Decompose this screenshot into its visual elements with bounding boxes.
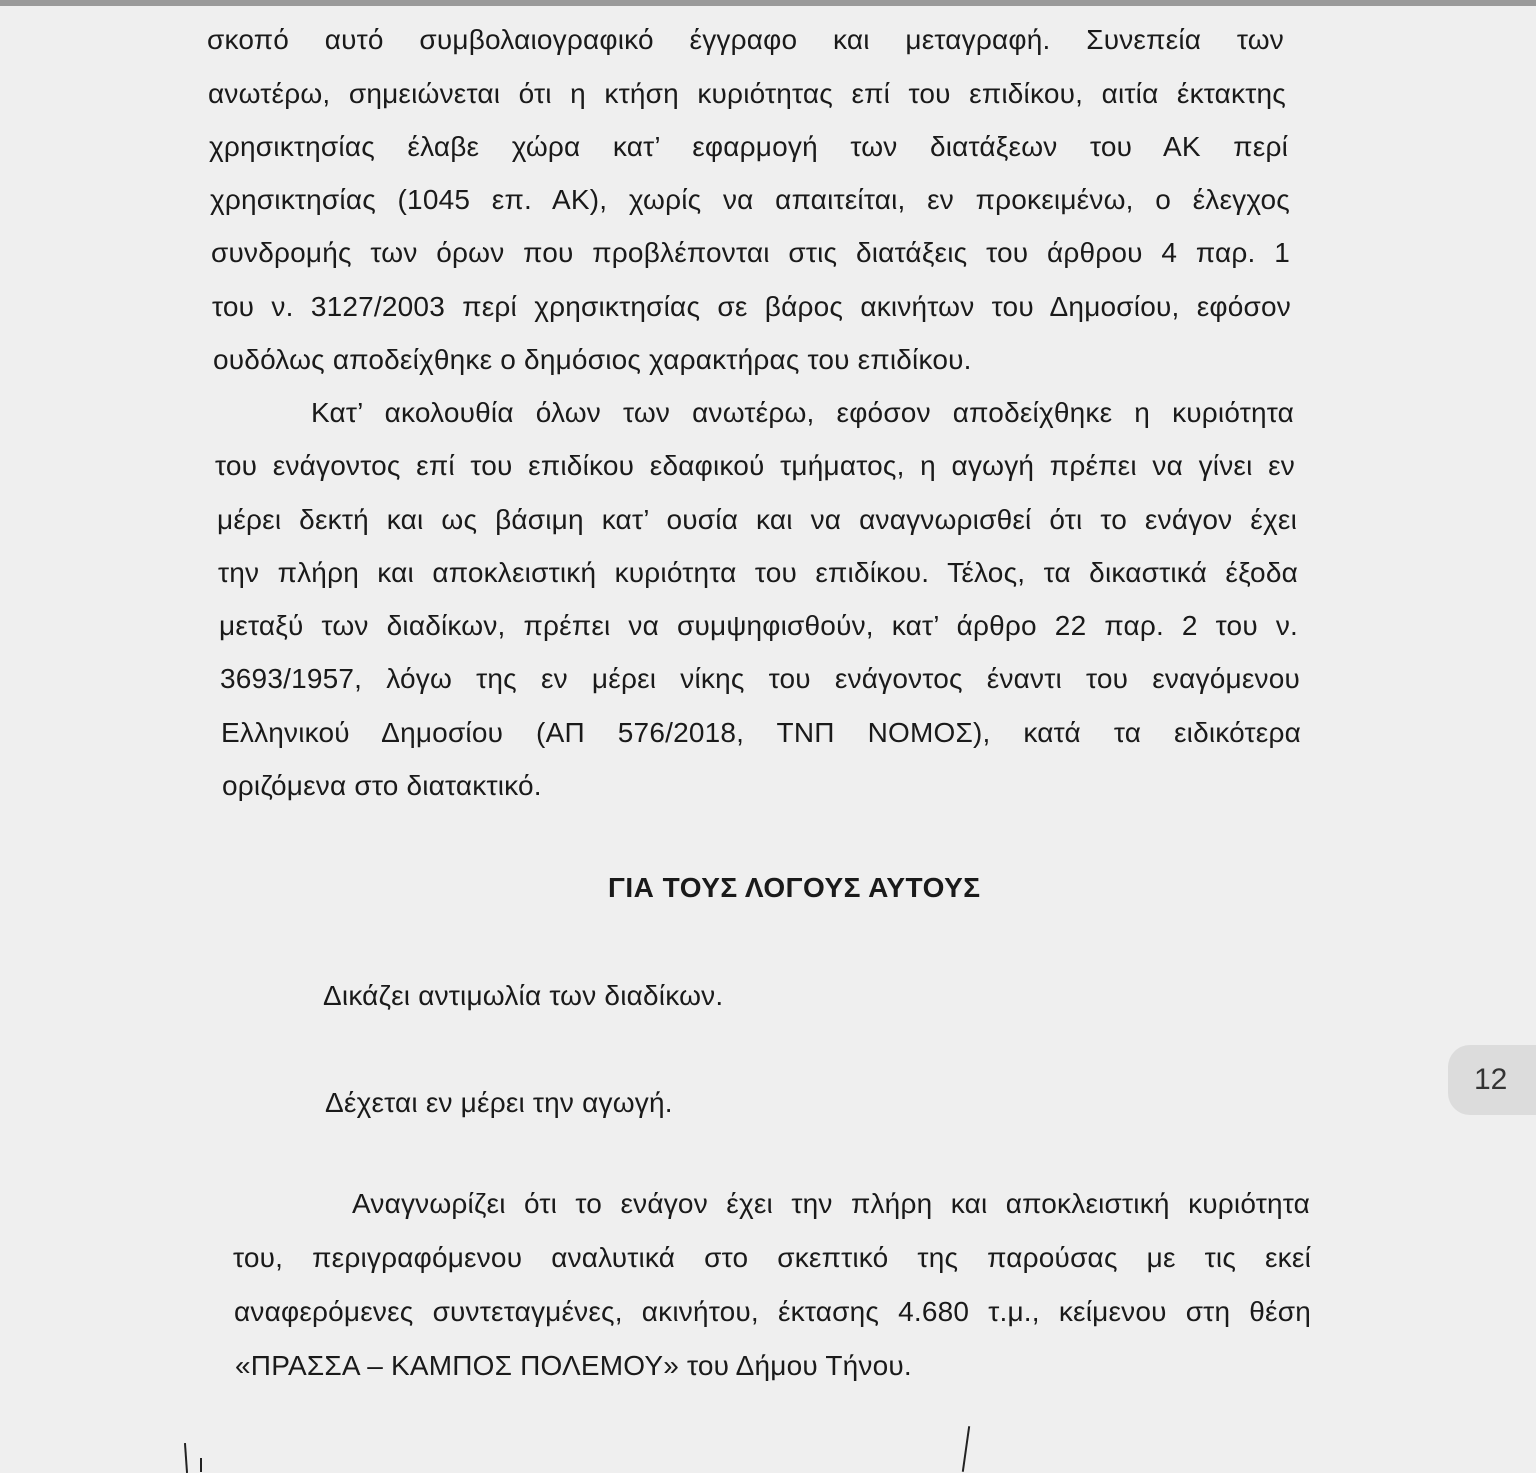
text-line: του ν. 3127/2003 περί χρησικτησίας σε βάρος ακινήτων του Δημοσίου, εφόσον <box>212 291 1291 322</box>
text-line: «ΠΡΑΣΣΑ – ΚΑΜΠΟΣ ΠΟΛΕΜΟΥ» του Δήμου Τήνου. <box>235 1350 912 1381</box>
text-line: Κατ’ ακολουθία όλων των ανωτέρω, εφόσον αποδείχθηκε η κυριότητα <box>311 397 1294 428</box>
page-number: 12 <box>1474 1063 1508 1096</box>
text-line: του, περιγραφόμενου αναλυτικά στο σκεπτικό της παρούσας με τις εκεί <box>233 1242 1311 1273</box>
text-line: συνδρομής των όρων που προβλέπονται στις διατάξεις του άρθρου 4 παρ. 1 <box>211 237 1290 268</box>
signature-mark <box>962 1426 970 1472</box>
text-line: ουδόλως αποδείχθηκε ο δημόσιος χαρακτήρας του επιδίκου. <box>213 344 972 375</box>
document-page <box>0 6 1536 1473</box>
text-line: χρησικτησίας (1045 επ. ΑΚ), χωρίς να απαιτείται, εν προκειμένω, ο έλεγχος <box>210 184 1290 215</box>
section-heading: ΓΙΑ ΤΟΥΣ ΛΟΓΟΥΣ ΑΥΤΟΥΣ <box>608 872 981 903</box>
text-line: ανωτέρω, σημειώνεται ότι η κτήση κυριότητας επί του επιδίκου, αιτία έκτακτης <box>208 78 1286 109</box>
text-line: μέρει δεκτή και ως βάσιμη κατ’ ουσία και να αναγνωρισθεί ότι το ενάγον έχει <box>217 504 1297 535</box>
ruling-2: Δέχεται εν μέρει την αγωγή. <box>325 1087 673 1118</box>
text-line: του ενάγοντος επί του επιδίκου εδαφικού τμήματος, η αγωγή πρέπει να γίνει εν <box>215 450 1295 481</box>
signature-mark <box>184 1443 188 1473</box>
text-line: οριζόμενα στο διατακτικό. <box>222 770 542 801</box>
text-line: χρησικτησίας έλαβε χώρα κατ’ εφαρμογή των διατάξεων του ΑΚ περί <box>209 131 1288 162</box>
signature-mark <box>200 1458 202 1472</box>
ruling-1: Δικάζει αντιμωλία των διαδίκων. <box>323 980 724 1011</box>
text-line: την πλήρη και αποκλειστική κυριότητα του επιδίκου. Τέλος, τα δικαστικά έξοδα <box>218 557 1298 588</box>
text-line: σκοπό αυτό συμβολαιογραφικό έγγραφο και μεταγραφή. Συνεπεία των <box>207 24 1284 55</box>
text-line: Αναγνωρίζει ότι το ενάγον έχει την πλήρη και αποκλειστική κυριότητα <box>352 1188 1310 1219</box>
text-line: μεταξύ των διαδίκων, πρέπει να συμψηφισθούν, κατ’ άρθρο 22 παρ. 2 του ν. <box>219 610 1298 641</box>
text-line: 3693/1957, λόγω της εν μέρει νίκης του ενάγοντος έναντι του εναγόμενου <box>220 663 1300 694</box>
text-line: Ελληνικού Δημοσίου (ΑΠ 576/2018, ΤΝΠ ΝΟΜΟΣ), κατά τα ειδικότερα <box>221 717 1301 748</box>
text-line: αναφερόμενες συντεταγμένες, ακινήτου, έκτασης 4.680 τ.μ., κείμενου στη θέση <box>234 1296 1311 1327</box>
page-number-badge <box>1448 1045 1536 1115</box>
